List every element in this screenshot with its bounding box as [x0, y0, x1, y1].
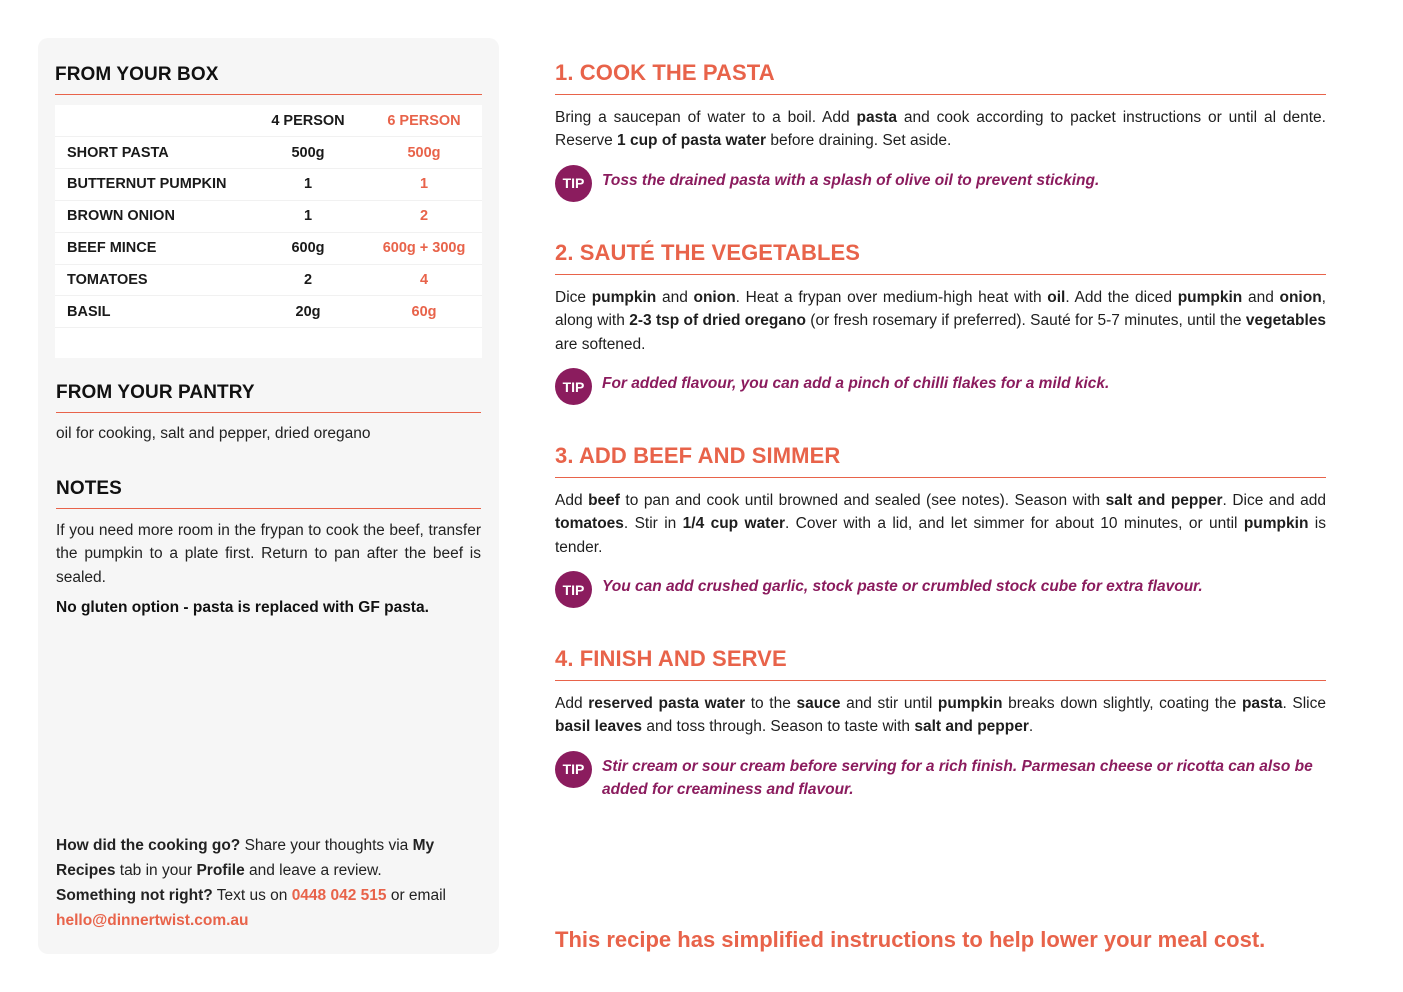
highlighted-term: reserved pasta water: [588, 695, 746, 712]
quantity-4-person: 20g: [250, 296, 366, 328]
support-email-link[interactable]: hello@dinnertwist.com.au: [56, 912, 249, 929]
tip-text: For added flavour, you can add a pinch of chilli flakes for a mild kick.: [602, 375, 1110, 393]
column-header-4-person: 4 PERSON: [250, 105, 366, 137]
column-header-ingredient: [55, 105, 250, 137]
table-row: [55, 200, 482, 232]
highlighted-term: tomatoes: [555, 515, 624, 533]
tip: [555, 169, 1326, 202]
step-title: 1. COOK THE PASTA: [555, 60, 1326, 95]
quantity-6-person: 60g: [366, 296, 482, 328]
instruction-text: and stir until: [840, 695, 938, 712]
highlighted-term: pumpkin: [937, 695, 1003, 712]
step-instructions: [555, 692, 1326, 739]
from-your-pantry-title: FROM YOUR PANTRY: [56, 382, 481, 413]
step-instructions: [555, 106, 1326, 153]
highlighted-term: 2-3 tsp of dried oregano: [629, 312, 806, 330]
feedback-text: tab in your: [115, 862, 197, 879]
ingredients-panel: [38, 38, 499, 954]
ingredient-name: SHORT PASTA: [55, 137, 250, 169]
tip: [555, 575, 1326, 608]
instruction-text: . Add the diced: [1065, 289, 1178, 306]
highlighted-term: salt and pepper: [914, 718, 1029, 736]
instruction-text: . Dice and add: [1222, 492, 1326, 509]
my-recipes-label: My Recipes: [56, 837, 435, 879]
quantity-6-person: 500g: [366, 137, 482, 169]
instruction-text: Add: [555, 695, 589, 712]
highlighted-term: sauce: [796, 695, 841, 712]
feedback-text: Text us on: [212, 887, 292, 904]
instruction-text: and toss through. Season to taste with: [642, 718, 915, 736]
instruction-text: Dice: [555, 289, 592, 306]
from-your-box-title: FROM YOUR BOX: [55, 64, 482, 95]
quantity-6-person: 2: [366, 200, 482, 232]
step-1: [555, 60, 1326, 202]
table-row: [55, 264, 482, 296]
feedback-question: How did the cooking go?: [56, 837, 241, 854]
step-title: 2. SAUTÉ THE VEGETABLES: [555, 240, 1326, 275]
ingredient-name: BUTTERNUT PUMPKIN: [55, 169, 250, 201]
instruction-text: is tender.: [555, 515, 1326, 556]
support-phone-link[interactable]: 0448 042 515: [291, 887, 387, 904]
quantity-6-person: 600g + 300g: [366, 232, 482, 264]
step-title: 4. FINISH AND SERVE: [555, 646, 1326, 681]
highlighted-term: vegetables: [1245, 312, 1326, 330]
table-row: [55, 296, 482, 328]
instruction-text: Bring a saucepan of water to a boil. Add: [555, 109, 857, 126]
highlighted-term: pumpkin: [1177, 289, 1243, 306]
instruction-text: . Cover with a lid, and let simmer for about 10 minutes, or until: [785, 515, 1244, 533]
instruction-text: . Slice: [1282, 695, 1326, 712]
instruction-text: are softened.: [555, 335, 646, 353]
quantity-4-person: 600g: [250, 232, 366, 264]
simplified-instructions-note: This recipe has simplified instructions to help lower your meal cost.: [555, 927, 1266, 952]
step-instructions: [555, 286, 1326, 356]
step-title: 3. ADD BEEF AND SIMMER: [555, 443, 1326, 478]
highlighted-term: pumpkin: [1243, 515, 1309, 533]
table-row: [55, 232, 482, 264]
step-instructions: [555, 489, 1326, 559]
highlighted-term: pumpkin: [591, 289, 657, 306]
instruction-text: Add: [555, 492, 589, 509]
step-4: [555, 646, 1326, 802]
profile-label: Profile: [196, 862, 245, 879]
quantity-4-person: 2: [250, 264, 366, 296]
instruction-text: . Stir in: [623, 515, 683, 533]
ingredient-name: BEEF MINCE: [55, 232, 250, 264]
tip-badge-icon: TIP: [555, 751, 592, 788]
highlighted-term: basil leaves: [555, 718, 643, 736]
instruction-text: before draining. Set aside.: [766, 132, 952, 150]
highlighted-term: beef: [588, 492, 620, 509]
instruction-text: to pan and cook until browned and sealed (see notes). Season with: [619, 492, 1106, 509]
tip-badge-icon: TIP: [555, 165, 592, 202]
instruction-text: and cook according to packet instructions or until al dente. Reserve: [555, 109, 1326, 150]
quantity-6-person: 1: [366, 169, 482, 201]
table-spacer: [55, 328, 482, 358]
instruction-text: , along with: [555, 289, 1326, 330]
highlighted-term: 1/4 cup water: [682, 515, 785, 533]
highlighted-term: pasta: [1241, 695, 1283, 712]
feedback-text: and leave a review.: [244, 862, 382, 879]
tip-badge-icon: TIP: [555, 571, 592, 608]
step-2: [555, 240, 1326, 405]
notes-title: NOTES: [56, 478, 481, 509]
instruction-text: breaks down slightly, coating the: [1002, 695, 1242, 712]
tip: [555, 755, 1326, 802]
ingredients-table: [55, 105, 482, 358]
ingredient-name: BROWN ONION: [55, 200, 250, 232]
notes-text: If you need more room in the frypan to cook the beef, transfer the pumpkin to a plate first. Return to pan after the beef is sealed.: [56, 522, 481, 586]
table-row: [55, 169, 482, 201]
highlighted-term: pasta: [856, 109, 897, 126]
table-header-row: [55, 105, 482, 137]
instruction-text: (or fresh rosemary if preferred). Sauté for 5-7 minutes, until the: [805, 312, 1246, 330]
column-header-6-person: 6 PERSON: [366, 105, 482, 137]
tip-badge-icon: TIP: [555, 368, 592, 405]
table-row: [55, 137, 482, 169]
ingredient-name: TOMATOES: [55, 264, 250, 296]
table-spacer-row: [55, 328, 482, 358]
support-question: Something not right?: [56, 887, 213, 904]
highlighted-term: salt and pepper: [1105, 492, 1223, 509]
tip-text: You can add crushed garlic, stock paste or crumbled stock cube for extra flavour.: [602, 578, 1203, 596]
tip-text: Stir cream or sour cream before serving for a rich finish. Parmesan cheese or ricotta can also be added for creaminess and flavour.: [602, 757, 1313, 799]
highlighted-term: onion: [693, 289, 736, 306]
step-3: [555, 443, 1326, 608]
instruction-text: .: [1028, 718, 1034, 736]
quantity-4-person: 500g: [250, 137, 366, 169]
highlighted-term: 1 cup of pasta water: [617, 132, 767, 150]
highlighted-term: onion: [1279, 289, 1322, 306]
pantry-items: oil for cooking, salt and pepper, dried oregano: [56, 425, 371, 442]
instruction-text: and: [656, 289, 694, 306]
feedback-text: or email: [386, 887, 446, 904]
gluten-free-note: No gluten option - pasta is replaced with GF pasta.: [56, 599, 429, 616]
instruction-text: and: [1242, 289, 1280, 306]
quantity-4-person: 1: [250, 169, 366, 201]
instruction-text: . Heat a frypan over medium-high heat with: [735, 289, 1048, 306]
ingredient-name: BASIL: [55, 296, 250, 328]
instruction-text: to the: [745, 695, 797, 712]
feedback-block: [56, 833, 486, 933]
feedback-text: Share your thoughts via: [240, 837, 413, 854]
quantity-4-person: 1: [250, 200, 366, 232]
tip: [555, 372, 1326, 405]
highlighted-term: oil: [1047, 289, 1066, 306]
quantity-6-person: 4: [366, 264, 482, 296]
tip-text: Toss the drained pasta with a splash of olive oil to prevent sticking.: [602, 171, 1100, 189]
